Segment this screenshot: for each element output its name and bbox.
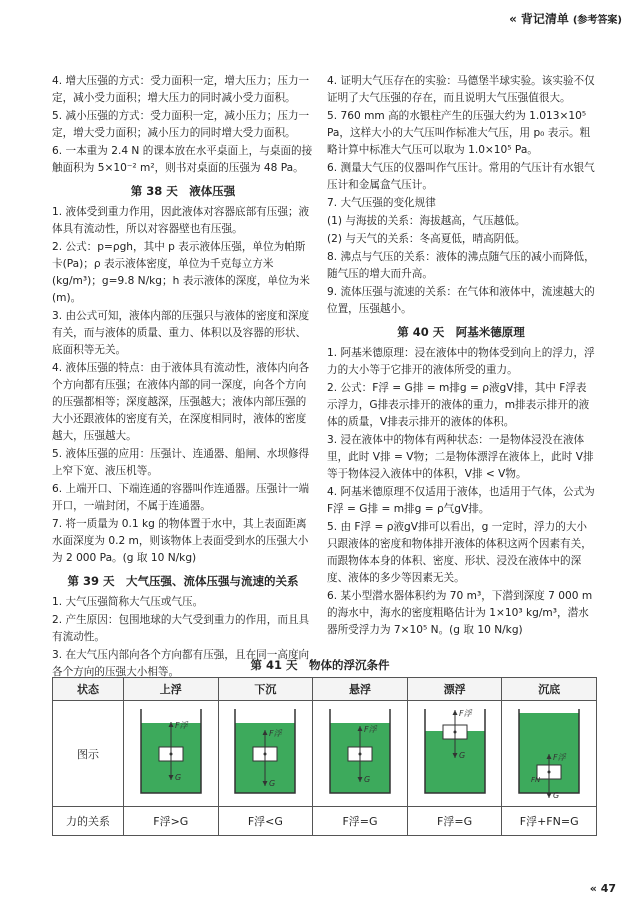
section-heading: 第 38 天 液体压强 <box>130 184 236 198</box>
diagram-floating <box>407 701 502 807</box>
force-label-buoyancy: F浮 <box>269 728 282 738</box>
header-subtitle: (参考答案) <box>572 15 622 26</box>
section-heading: 第 39 天 大气压强、流体压强与流速的关系 <box>67 574 299 588</box>
force-label-buoyancy: F浮 <box>363 724 377 734</box>
list-item: 6. 某小型潜水器体积约为 70 m³，下潜到深度 7 000 m 的海水中，海水的密度粗略估计为 1×10³ kg/m³，潜水器所受浮力为 7×10⁵ N。(g 取 10 N/kg) <box>327 590 593 636</box>
list-item: 1. 液体受到重力作用，因此液体对容器底部有压强；液体具有流动性，所以对容器壁也有压强。 <box>52 206 310 235</box>
table-header-cell: 下沉 <box>218 678 313 701</box>
list-item: 3. 在大气压内部向各个方向都有压强，且在同一高度向各个方向的压强大小相等。 <box>52 649 310 678</box>
list-item: 5. 液体压强的应用：压强计、连通器、船闸、水坝修得上窄下宽、液压机等。 <box>52 448 310 477</box>
table-header-cell: 悬浮 <box>313 678 408 701</box>
beaker-diagram <box>133 705 209 803</box>
header-title: 背记清单 <box>520 12 569 26</box>
force-label-gravity: G <box>458 750 465 760</box>
chevron-left-icon: « <box>509 11 517 26</box>
list-item: (2) 与天气的关系：冬高夏低，晴高阴低。 <box>327 233 526 245</box>
list-item: 6. 测量大气压的仪器叫作气压计。常用的气压计有水银气压计和金属盒气压计。 <box>327 162 595 191</box>
diagram-sinking <box>218 701 313 807</box>
list-item: 6. 上端开口、下端连通的容器叫作连通器。压强计一端开口，一端封闭，不属于连通器。 <box>52 483 310 512</box>
center-point <box>264 752 267 755</box>
list-item: 4. 增大压强的方式：受力面积一定，增大压力；压力一定，减小受力面积；增大压力的同时减小受力面积。 <box>52 75 310 104</box>
list-item: 7. 大气压强的变化规律 <box>327 197 436 209</box>
force-label-buoyancy: F浮 <box>174 720 188 730</box>
list-item: 1. 阿基米德原理：浸在液体中的物体受到向上的浮力，浮力的大小等于它排开的液体所受的重力。 <box>327 347 595 376</box>
table-header-cell: 状态 <box>53 678 124 701</box>
list-item: 1. 大气压强简称大气压或气压。 <box>52 596 204 608</box>
list-item: 8. 沸点与气压的关系：液体的沸点随气压的减小而降低，随气压的增大而升高。 <box>327 251 595 280</box>
list-item: 3. 浸在液体中的物体有两种状态：一是物体浸没在液体里，此时 V排 = V物；二是物体漂浮在液体上，此时 V排等于物体浸入液体中的体积，V排 < V物。 <box>327 434 594 480</box>
row-label: 力的关系 <box>53 807 124 836</box>
relation-cell: F浮<G <box>218 807 313 836</box>
list-item: 4. 阿基米德原理不仅适用于液体，也适用于气体，公式为 F浮 = G排 = m排g = ρ气gV排。 <box>327 486 595 515</box>
diagram-bottom <box>502 701 597 807</box>
center-point <box>548 770 551 773</box>
list-item: 7. 将一质量为 0.1 kg 的物体置于水中，其上表面距离水面深度为 0.2 m，则该物体上表面受到水的压强大小为 2 000 Pa。(g 取 10 N/kg) <box>52 518 309 564</box>
list-item: 3. 由公式可知，液体内部的压强只与液体的密度和深度有关，而与液体的质量、重力、体积以及容器的形状、底面积等无关。 <box>52 310 310 356</box>
left-column <box>52 73 314 682</box>
force-label-buoyancy: F浮 <box>458 708 472 718</box>
beaker-diagram <box>417 705 493 803</box>
list-item: 5. 760 mm 高的水银柱产生的压强大约为 1.013×10⁵ Pa，这样大小的大气压叫作标准大气压，用 p₀ 表示。粗略计算中标准大气压可以取为 1.0×10⁵ Pa。 <box>327 110 591 156</box>
list-item: 5. 减小压强的方式：受力面积一定，减小压力；压力一定，增大受力面积；减小压力的同时增大受力面积。 <box>52 110 310 139</box>
list-item: 5. 由 F浮 = ρ液gV排可以看出，g 一定时，浮力的大小只跟液体的密度和物体排开液体的体积这两个因素有关，而跟物体本身的体积、密度、形状、浸没在液体中的深度、液体的多少等因素无关。 <box>327 521 592 584</box>
diagram-rising <box>124 701 219 807</box>
force-label-gravity: G <box>363 774 371 784</box>
force-label-gravity: G <box>269 778 276 788</box>
list-item: 9. 流体压强与流速的关系：在气体和液体中，流速越大的位置，压强越小。 <box>327 286 595 315</box>
list-item: 4. 液体压强的特点：由于液体具有流动性，液体内向各个方向都有压强；在液体内部的同一深度，向各个方向的压强都相等；深度越深，压强越大；液体内部压强的大小还跟液体的密度有关，在深度相同时，液体的密度越大，压强越大。 <box>52 362 310 442</box>
arrow-head <box>547 793 552 798</box>
diagram-suspended <box>313 701 408 807</box>
relation-cell: F浮>G <box>124 807 219 836</box>
list-item: 4. 证明大气压存在的实验：马德堡半球实验。该实验不仅证明了大气压强的存在，而且说明大气压强值很大。 <box>327 75 595 104</box>
list-item: (1) 与海拔的关系：海拔越高，气压越低。 <box>327 215 526 227</box>
force-label-normal: FN <box>531 775 541 784</box>
list-item: 6. 一本重为 2.4 N 的课本放在水平桌面上，与桌面的接触面积为 5×10⁻² m²，则书对桌面的压强为 48 Pa。 <box>52 145 313 174</box>
beaker-diagram <box>227 705 303 803</box>
row-label: 图示 <box>53 701 124 807</box>
center-point <box>169 752 172 755</box>
chevron-icon: « <box>589 882 597 895</box>
page-number-value: 47 <box>600 882 616 895</box>
table-header-cell: 漂浮 <box>407 678 502 701</box>
table-title: 第 41 天 物体的浮沉条件 <box>250 658 390 672</box>
table-header-cell: 沉底 <box>502 678 597 701</box>
relation-cell: F浮+FN=G <box>502 807 597 836</box>
force-label-gravity: G <box>174 772 181 782</box>
list-item: 2. 公式：p=ρgh，其中 p 表示液体压强，单位为帕斯卡(Pa)；ρ 表示液体密度，单位为千克每立方米(kg/m³)；g=9.8 N/kg；h 表示液体的深度，单位为米(m)。 <box>52 241 310 304</box>
center-point <box>358 752 361 755</box>
page-number <box>590 882 616 895</box>
table-header-cell: 上浮 <box>124 678 219 701</box>
right-column <box>327 73 595 640</box>
section-heading: 第 40 天 阿基米德原理 <box>397 325 525 339</box>
center-point <box>453 730 456 733</box>
list-item: 2. 产生原因：包围地球的大气受到重力的作用，而且具有流动性。 <box>52 614 310 643</box>
page-header <box>509 10 622 27</box>
buoyancy-table <box>52 677 597 836</box>
arrow-head <box>452 710 457 715</box>
beaker-diagram <box>511 705 587 803</box>
force-label-buoyancy: F浮 <box>553 752 566 762</box>
relation-cell: F浮=G <box>313 807 408 836</box>
relation-cell: F浮=G <box>407 807 502 836</box>
list-item: 2. 公式：F浮 = G排 = m排g = ρ液gV排，其中 F浮表示浮力，G排表示排开的液体的重力，m排表示排开的液体的质量，V排表示排开的液体的体积。 <box>327 382 590 428</box>
force-label-gravity: G <box>553 790 560 800</box>
beaker-diagram <box>322 705 398 803</box>
